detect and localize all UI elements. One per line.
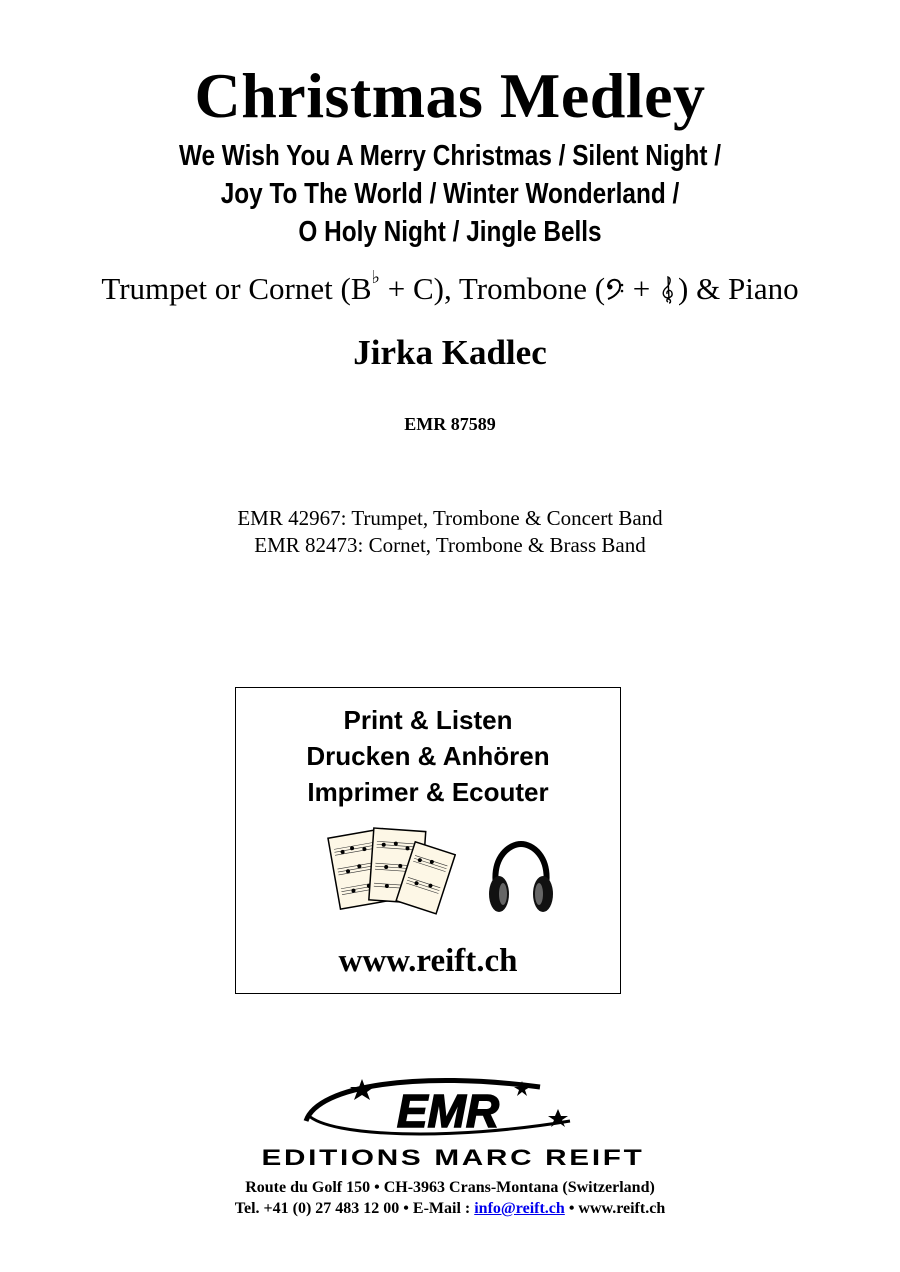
logo-text: EMR	[396, 1085, 500, 1137]
instrumentation	[0, 267, 900, 308]
treble-clef-icon	[658, 275, 678, 305]
flat-sign: ♭	[371, 267, 380, 287]
headphones-icon	[486, 838, 556, 920]
email-link[interactable]: info@reift.ch	[474, 1200, 565, 1217]
publisher-wordmark: EDITIONS MARC REIFT	[261, 1145, 645, 1170]
composer-name: Jirka Kadlec	[353, 333, 547, 372]
page-title: Christmas Medley	[194, 60, 706, 131]
bass-clef-icon	[605, 275, 625, 305]
promo-url[interactable]: www.reift.ch	[338, 943, 518, 979]
catalog-number: EMR 87589	[404, 414, 496, 434]
promo-line-french: Imprimer & Ecouter	[307, 777, 549, 807]
alternative-edition-1: EMR 42967: Trumpet, Trombone & Concert Band	[237, 506, 663, 530]
instrumentation-prefix: Trumpet or Cornet (B	[101, 271, 372, 306]
subtitle-line-3: O Holy Night / Jingle Bells	[298, 216, 602, 248]
instrumentation-middle: + C), Trombone (	[380, 271, 606, 306]
contact-phone: Tel. +41 (0) 27 483 12 00 • E-Mail :	[234, 1200, 475, 1217]
instrumentation-plus: +	[625, 271, 659, 306]
alternative-edition-2: EMR 82473: Cornet, Trombone & Brass Band	[254, 533, 646, 557]
emr-logo	[300, 1075, 580, 1143]
sheet-music-icon	[326, 825, 456, 920]
instrumentation-suffix: ) & Piano	[678, 271, 799, 306]
subtitle-line-1: We Wish You A Merry Christmas / Silent Night /	[178, 140, 722, 172]
contact-web: • www.reift.ch	[564, 1200, 666, 1217]
publisher-contact	[0, 1198, 900, 1220]
print-listen-box	[235, 687, 621, 994]
publisher-address: Route du Golf 150 • CH-3963 Crans-Montana (Switzerland)	[245, 1179, 655, 1196]
subtitle-line-2: Joy To The World / Winter Wonderland /	[220, 178, 680, 210]
promo-line-english: Print & Listen	[343, 705, 513, 735]
promo-line-german: Drucken & Anhören	[306, 741, 550, 771]
